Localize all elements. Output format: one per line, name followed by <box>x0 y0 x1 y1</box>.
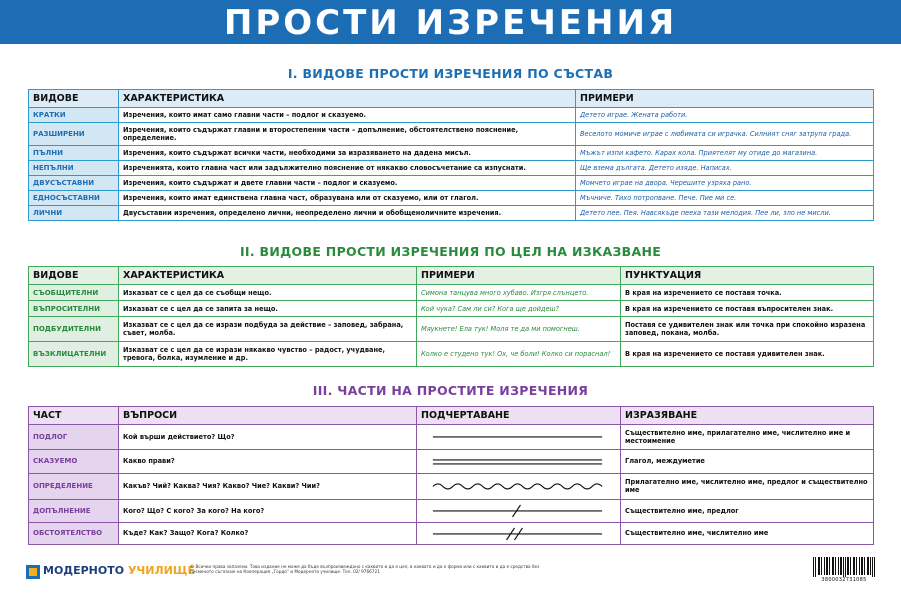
table-header-row <box>29 90 874 108</box>
table-row <box>29 301 874 317</box>
table-row <box>29 176 874 191</box>
barcode-icon <box>812 557 876 577</box>
column-header: ИЗРАЗЯВАНЕ <box>621 407 874 425</box>
characteristic: Изреченията, които главна част или задължително пояснение от някакво словосъчетание са изпуснати. <box>119 161 576 176</box>
characteristic: Изречения, които съдържат всички части, необходими за изразяването на дадена мисъл. <box>119 146 576 161</box>
questions: Кой върши действието? Що? <box>119 425 417 450</box>
copyright-notice: © Всички права запазени. Това издание не може да бъде възпроизвеждано с каквито и да е цел, в каквато и да е форма или с каквито и да е средства без писменото съгласие на Кооперация „Гордо“ и Модерното училище. Тел. 02/ 9766721 <box>190 564 540 575</box>
sentence-kind: ЕДНОСЪСТАВНИ <box>29 191 119 206</box>
double-line-icon <box>417 450 620 473</box>
double-slashed-line-icon <box>417 523 620 545</box>
example: Детето пее. Пея. Навсякъде пееха тази мелодия. Пее ли, зло не мисли. <box>576 206 874 221</box>
table-row <box>29 161 874 176</box>
questions: Кого? Що? С кого? За кого? На кого? <box>119 499 417 522</box>
characteristic: Изказват се с цел да се изрази подбуда за действие – заповед, забрана, съвет, молба. <box>119 317 417 342</box>
expression: Прилагателно име, числително име, предлог и съществително име <box>621 473 874 499</box>
sentence-kind: КРАТКИ <box>29 108 119 123</box>
sentence-kind: СЪОБЩИТЕЛНИ <box>29 285 119 301</box>
questions: Какъв? Чий? Каква? Чия? Какво? Чие? Какви? Чии? <box>119 473 417 499</box>
table-row <box>29 191 874 206</box>
sentence-kind: РАЗШИРЕНИ <box>29 123 119 146</box>
table-row <box>29 473 874 499</box>
example: Колко е студено тук! Ох, че боли! Колко си пораснал! <box>417 342 621 367</box>
page-title: ПРОСТИ ИЗРЕЧЕНИЯ <box>223 3 678 43</box>
column-header: ПУНКТУАЦИЯ <box>621 267 874 285</box>
table-header-row <box>29 267 874 285</box>
sentence-part: ПОДЛОГ <box>29 425 119 450</box>
logo-mark-icon <box>26 565 40 579</box>
column-header: ВИДОВЕ <box>29 267 119 285</box>
underline-sample-double <box>417 449 621 473</box>
example: Мъжът изпи кафето. Карах кола. Приятелят му отиде до магазина. <box>576 146 874 161</box>
column-header: ПРИМЕРИ <box>576 90 874 108</box>
example: Детето играе. Жената работи. <box>576 108 874 123</box>
example: Момчето играе на двора. Черешите узряха рано. <box>576 176 874 191</box>
column-header: ХАРАКТЕРИСТИКА <box>119 267 417 285</box>
table-row <box>29 123 874 146</box>
expression: Глагол, междуметие <box>621 449 874 473</box>
sentence-kind: ЛИЧНИ <box>29 206 119 221</box>
column-header: ПОДЧЕРТАВАНЕ <box>417 407 621 425</box>
characteristic: Изречения, които имат само главни части – подлог и сказуемо. <box>119 108 576 123</box>
sentence-kind: ВЪПРОСИТЕЛНИ <box>29 301 119 317</box>
characteristic: Изречения, които съдържат и двете главни части – подлог и сказуемо. <box>119 176 576 191</box>
sentence-kind: НЕПЪЛНИ <box>29 161 119 176</box>
table-row <box>29 206 874 221</box>
characteristic: Изказват се с цел да се изрази някакво чувство – радост, учудване, тревога, болка, изумление и др. <box>119 342 417 367</box>
sentence-kind: ПЪЛНИ <box>29 146 119 161</box>
sentence-part: ОБСТОЯТЕЛСТВО <box>29 522 119 545</box>
table-row <box>29 285 874 301</box>
expression: Съществително име, числително име <box>621 522 874 545</box>
column-header: ВИДОВЕ <box>29 90 119 108</box>
sentence-kind: ПОДБУДИТЕЛНИ <box>29 317 119 342</box>
column-header: ПРИМЕРИ <box>417 267 621 285</box>
characteristic: Изказват се с цел да се запита за нещо. <box>119 301 417 317</box>
example: Симона танцува много хубаво. Изгря слънцето. <box>417 285 621 301</box>
punctuation: В края на изречението се поставя точка. <box>621 285 874 301</box>
sentence-part: СКАЗУЕМО <box>29 449 119 473</box>
example: Веселото момиче играе с любимата си играчка. Силният сняг затрупа града. <box>576 123 874 146</box>
table-row <box>29 317 874 342</box>
table-row <box>29 108 874 123</box>
parts-table <box>28 406 874 545</box>
section-1-title: I. ВИДОВЕ ПРОСТИ ИЗРЕЧЕНИЯ ПО СЪСТАВ <box>287 66 614 81</box>
example: Мяукнете! Ела тук! Моля те да ми помогнеш. <box>417 317 621 342</box>
sentence-part: ОПРЕДЕЛЕНИЕ <box>29 473 119 499</box>
example: Мъчниче. Тихо потропване. Пече. Пие ми се. <box>576 191 874 206</box>
logo-accent-text: УЧИЛИЩЕ <box>127 564 195 577</box>
punctuation: Поставя се удивителен знак или точка при спокойно изразена заповед, покана, молба. <box>621 317 874 342</box>
single-line-icon <box>417 425 620 449</box>
punctuation: В края на изречението се поставя удивителен знак. <box>621 342 874 367</box>
characteristic: Двусъставни изречения, определено лични, неопределено лични и обобщеноличните изречения. <box>119 206 576 221</box>
logo-main-text: МОДЕРНОТО <box>43 564 125 577</box>
underline-sample-single <box>417 425 621 450</box>
wavy-line-icon <box>417 474 620 499</box>
table-row <box>29 449 874 473</box>
underline-sample-dashed <box>417 499 621 522</box>
composition-table <box>28 89 874 221</box>
sentence-kind: ВЪЗКЛИЦАТЕЛНИ <box>29 342 119 367</box>
underline-sample-wavy <box>417 473 621 499</box>
characteristic: Изказват се с цел да се съобщи нещо. <box>119 285 417 301</box>
column-header: ЧАСТ <box>29 407 119 425</box>
table-header-row <box>29 407 874 425</box>
sentence-kind: ДВУСЪСТАВНИ <box>29 176 119 191</box>
table-row <box>29 342 874 367</box>
table-row <box>29 146 874 161</box>
sentence-part: ДОПЪЛНЕНИЕ <box>29 499 119 522</box>
example: Ще взема дългата. Детето изяде. Написах. <box>576 161 874 176</box>
table-row <box>29 522 874 545</box>
column-header: ХАРАКТЕРИСТИКА <box>119 90 576 108</box>
slashed-line-icon <box>417 500 620 522</box>
logo-text <box>43 564 195 577</box>
barcode-number: 3800032731085 <box>821 577 867 583</box>
questions: Къде? Как? Защо? Кога? Колко? <box>119 522 417 545</box>
characteristic: Изречения, които съдържат главни и второстепенни части – допълнение, обстоятелствено пояснение, определение. <box>119 123 576 146</box>
section-3-title: III. ЧАСТИ НА ПРОСТИТЕ ИЗРЕЧЕНИЯ <box>312 383 589 398</box>
expression: Съществително име, предлог <box>621 499 874 522</box>
purpose-table <box>28 266 874 367</box>
example: Кой чука? Сам ли си? Кога ще дойдеш? <box>417 301 621 317</box>
punctuation: В края на изречението се поставя въпросителен знак. <box>621 301 874 317</box>
questions: Какво прави? <box>119 449 417 473</box>
table-row <box>29 425 874 450</box>
characteristic: Изречения, които имат единствена главна част, образувана или от сказуемо, или от глагол. <box>119 191 576 206</box>
table-row <box>29 499 874 522</box>
section-2-title: II. ВИДОВЕ ПРОСТИ ИЗРЕЧЕНИЯ ПО ЦЕЛ НА ИЗКАЗВАНЕ <box>239 244 662 259</box>
underline-sample-double-dashed <box>417 522 621 545</box>
column-header: ВЪПРОСИ <box>119 407 417 425</box>
expression: Съществително име, прилагателно име, числително име и местоимение <box>621 425 874 450</box>
